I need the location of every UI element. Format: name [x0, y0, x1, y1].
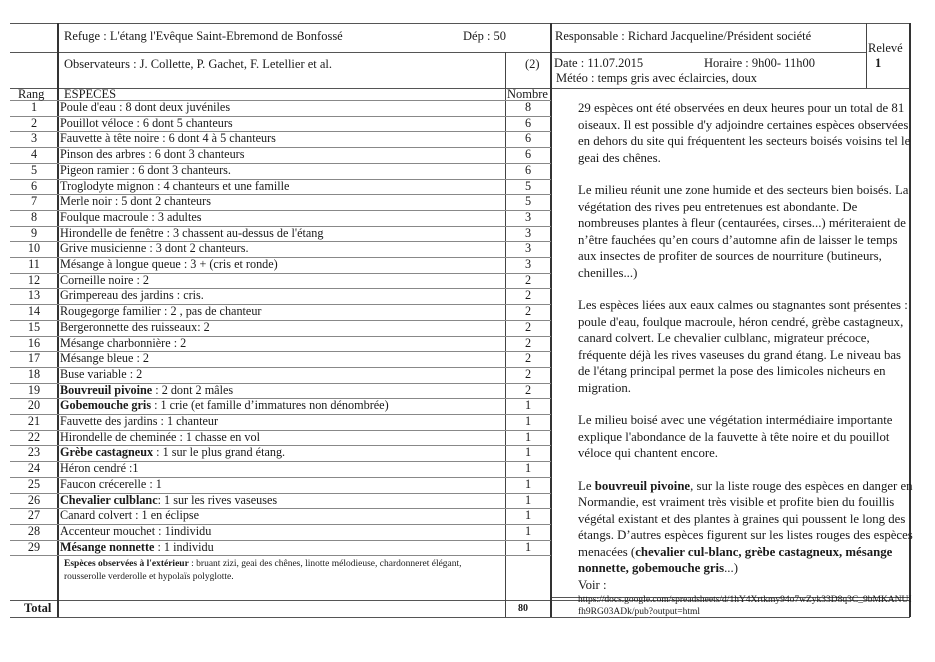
- rang-cell: 13: [27, 288, 41, 303]
- p5-mid: , sur la liste rouge des espèces en danger en Normandie, est vraiment très visible et profite bien du fouillis végétal existant et des plantes à graines qui poussent le long des étangs. D’autres espèces figurent sur les listes rouges des espèces menacées (: [578, 478, 913, 559]
- species-detail: : 2: [197, 319, 210, 334]
- table-row: [10, 493, 551, 509]
- species-detail: : 2: [170, 335, 187, 350]
- rang-cell: 3: [30, 131, 38, 146]
- nombre-cell: 1: [524, 508, 532, 523]
- species-name: Faucon crécerelle: [60, 476, 147, 491]
- species-name: Rougegorge familier: [60, 304, 161, 319]
- commentary-paragraph-2: Le milieu réunit une zone humide et des secteurs bien boisés. La végétation des rives peu entretenues est abondante. De nombreuses plantes à fleur (centaurées, cirses...) mériteraient de n’être fauchées qu’en cours d’automne afin de laisser le temps aux insectes de profiter de sources de nourriture (butineurs, chenilles...): [578, 183, 909, 280]
- table-row: [10, 351, 551, 367]
- table-row: [10, 210, 551, 226]
- species-cell: [60, 304, 504, 320]
- species-cell: [60, 100, 504, 116]
- rang-cell: 2: [30, 115, 38, 130]
- table-row: [10, 430, 551, 446]
- table-row: [10, 147, 551, 163]
- species-detail: : 1 chasse en vol: [176, 429, 261, 444]
- species-detail: : 1 en éclipse: [132, 508, 200, 523]
- rang-cell: 6: [30, 178, 38, 193]
- species-name: Accenteur mouchet: [60, 523, 156, 538]
- species-name: Poule d'eau: [60, 100, 117, 114]
- table-row: [10, 414, 551, 430]
- rang-cell: 11: [28, 257, 40, 271]
- table-row: [10, 304, 551, 320]
- nombre-cell: 1: [524, 461, 532, 476]
- rang-cell: 10: [27, 241, 41, 256]
- table-row: [10, 273, 551, 289]
- table-row: [10, 508, 551, 524]
- nombre-cell: 2: [524, 319, 532, 334]
- species-cell: [60, 320, 504, 336]
- table-row: [10, 163, 551, 179]
- commentary-paragraph-1: 29 espèces ont été observées en deux heures pour un total de 81 oiseaux. Il est possible d'y adjoindre certaines espèces observées en dehors du site qui fréquentent les secteurs boisés voisins tel le geai des chênes.: [578, 101, 911, 165]
- nombre-cell: 6: [524, 147, 532, 162]
- spreadsheet-link[interactable]: https://docs.google.com/spreadsheets/d/1hY4Xrtkmy94o7wZyk33D8q3C_9bMKANUIfh9RG03ADk/pub?output=html: [578, 595, 912, 617]
- table-row: [10, 194, 551, 210]
- species-detail: : 2: [126, 366, 143, 381]
- species-name: Héron cendré: [60, 461, 126, 476]
- species-cell: [60, 147, 504, 163]
- species-name: Chevalier culblanc: [60, 492, 158, 507]
- species-cell: [60, 116, 504, 132]
- rang-cell: 12: [27, 272, 41, 287]
- species-name: Mésange nonnette: [60, 539, 155, 554]
- species-detail: :1: [125, 461, 139, 476]
- rang-cell: 8: [30, 209, 38, 224]
- species-cell: [60, 241, 504, 257]
- rang-cell: 16: [27, 335, 41, 350]
- species-detail: : 8 dont deux juvéniles: [116, 100, 231, 114]
- nombre-cell: 2: [524, 366, 532, 381]
- observateurs-label: Observateurs : J. Collette, P. Gachet, F. Letellier et al.: [64, 57, 333, 71]
- species-detail: : 3 + (cris et ronde): [180, 257, 278, 271]
- species-cell: [60, 540, 504, 556]
- table-row: [10, 398, 551, 414]
- rang-cell: 22: [27, 429, 41, 444]
- species-name: Pigeon ramier: [60, 162, 129, 177]
- table-row: [10, 336, 551, 352]
- species-name: Gobemouche gris: [60, 398, 152, 413]
- nombre-cell: 1: [524, 492, 532, 507]
- rang-cell: 24: [27, 461, 41, 476]
- exterior-species-note: [64, 558, 502, 583]
- commentary-panel: [578, 100, 913, 618]
- nombre-cell: 2: [524, 272, 532, 287]
- species-detail: : cris.: [173, 288, 204, 303]
- species-detail: : 1individu: [155, 523, 212, 538]
- species-cell: [60, 194, 504, 210]
- table-row: [10, 241, 551, 257]
- species-cell: [60, 477, 504, 493]
- rang-cell: 25: [27, 476, 41, 491]
- rang-cell: 28: [27, 523, 41, 538]
- species-cell: [60, 257, 504, 273]
- species-detail: : 2 dont 2 mâles: [152, 382, 234, 397]
- exterior-species-label: Espèces observées à l'extérieur: [64, 559, 189, 569]
- nombre-cell: 2: [524, 335, 532, 350]
- total-value: 80: [518, 603, 528, 614]
- table-row: [10, 131, 551, 147]
- species-detail: : 5 dont 2 chanteurs: [111, 194, 211, 209]
- table-row: [10, 288, 551, 304]
- nombre-cell: 5: [524, 194, 532, 209]
- species-name: Grive musicienne: [60, 241, 147, 256]
- rang-cell: 23: [27, 445, 41, 460]
- species-cell: [60, 398, 504, 414]
- species-detail: : 6 dont 3 chanteurs.: [128, 162, 231, 177]
- species-cell: [60, 524, 504, 540]
- species-cell: [60, 288, 504, 304]
- nombre-cell: 1: [524, 445, 532, 460]
- rang-cell: 29: [27, 539, 41, 554]
- releve-number: 1: [875, 56, 882, 70]
- species-detail: : 2: [133, 351, 150, 366]
- species-cell: [60, 461, 504, 477]
- species-cell: [60, 210, 504, 226]
- species-cell: [60, 163, 504, 179]
- species-cell: [60, 336, 504, 352]
- species-detail: : 3 dont 2 chanteurs.: [146, 241, 249, 256]
- table-row: [10, 383, 551, 399]
- species-name: Merle noir: [60, 194, 112, 209]
- rang-cell: 15: [27, 319, 41, 334]
- species-name: Buse variable: [60, 366, 127, 381]
- species-name: Pinson des arbres: [60, 147, 146, 162]
- table-row: [10, 179, 551, 195]
- table-row: [10, 257, 551, 273]
- commentary-paragraph-5: [578, 478, 913, 577]
- rang-cell: 17: [27, 351, 41, 366]
- departement-label: Dép : 50: [463, 29, 507, 43]
- nombre-cell: 2: [524, 351, 532, 366]
- p5-red-list-species: chevalier cul-blanc, grèbe castagneux, mésange nonnette, gobemouche gris: [578, 544, 893, 575]
- species-cell: [60, 445, 504, 461]
- nombre-cell: 6: [524, 115, 532, 130]
- species-detail: : 2: [133, 272, 150, 287]
- nombre-cell: 1: [524, 523, 532, 538]
- species-name: Grimpereau des jardins: [60, 288, 174, 303]
- table-row: [10, 116, 551, 132]
- column-header-rang: Rang: [18, 87, 45, 101]
- rang-cell: 26: [27, 492, 41, 507]
- species-cell: [60, 508, 504, 524]
- nombre-cell: 3: [524, 209, 532, 224]
- p5-suffix: ...): [724, 561, 738, 575]
- species-name: Fauvette à tête noire: [60, 131, 160, 146]
- species-detail: : 3 chassent au-dessus de l'étang: [163, 225, 324, 240]
- species-detail: : 6 dont 4 à 5 chanteurs: [159, 131, 276, 146]
- table-row: [10, 524, 551, 540]
- meteo-label: Météo : temps gris avec éclaircies, doux: [556, 71, 757, 85]
- p5-bouvreuil: bouvreuil pivoine: [594, 478, 691, 493]
- table-row: [10, 477, 551, 493]
- species-detail: : 6 dont 5 chanteurs: [133, 115, 233, 130]
- rang-cell: 20: [27, 398, 41, 413]
- column-header-nombre: Nombre: [507, 87, 548, 101]
- table-row: [10, 226, 551, 242]
- species-name: Hirondelle de fenêtre: [60, 225, 164, 240]
- nombre-cell: 3: [524, 257, 532, 271]
- page-marker: (2): [525, 57, 540, 71]
- species-detail: : 2 , pas de chanteur: [160, 304, 262, 319]
- species-name: Corneille noire: [60, 272, 134, 287]
- nombre-cell: 1: [524, 476, 532, 491]
- rang-cell: 7: [30, 194, 38, 209]
- species-name: Troglodyte mignon: [60, 178, 155, 193]
- species-cell: [60, 226, 504, 242]
- responsable-label: Responsable : Richard Jacqueline/Président société: [555, 29, 812, 43]
- species-cell: [60, 383, 504, 399]
- species-cell: [60, 351, 504, 367]
- species-detail: : 6 dont 3 chanteurs: [145, 147, 245, 162]
- table-row: [10, 320, 551, 336]
- commentary-paragraph-4: Le milieu boisé avec une végétation intermédiaire importante explique l'abondance de la fauvette à tête noire et du pouillot véloce qui chantent encore.: [578, 413, 893, 460]
- nombre-cell: 1: [524, 414, 532, 428]
- species-name: Bergeronnette des ruisseaux: [60, 319, 198, 334]
- commentary-paragraph-3: Les espèces liées aux eaux calmes ou stagnantes sont présentes : poule d'eau, foulque macroule, héron cendré, grèbe castagneux, canard colvert. Le chevalier culblanc, migrateur précoce, fréquente déjà les rives vaseuses du grand étang. Le niveau bas de l'étang principal permet la pose des limicoles nicheurs en migration.: [578, 298, 908, 395]
- species-cell: [60, 430, 504, 446]
- species-detail: : 3 adultes: [148, 209, 202, 224]
- table-row: [10, 445, 551, 461]
- species-detail: : 1 individu: [154, 539, 214, 554]
- rang-cell: 27: [27, 508, 41, 523]
- species-name: Mésange charbonnière: [60, 335, 171, 350]
- nombre-cell: 5: [524, 178, 532, 193]
- species-name: Grèbe castagneux: [60, 445, 154, 460]
- nombre-cell: 2: [524, 288, 532, 303]
- species-cell: [60, 414, 504, 430]
- species-name: Canard colvert: [60, 508, 133, 523]
- table-row: [10, 461, 551, 477]
- rang-cell: 5: [30, 162, 38, 177]
- species-detail: : 4 chanteurs et une famille: [154, 178, 290, 193]
- species-name: Bouvreuil pivoine: [60, 382, 153, 397]
- column-header-especes: ESPECES: [64, 87, 117, 101]
- table-row: [10, 367, 551, 383]
- species-cell: [60, 367, 504, 383]
- voir-label: Voir :: [578, 577, 607, 592]
- species-detail: : 1: [146, 476, 162, 491]
- nombre-cell: 2: [524, 304, 532, 319]
- nombre-cell: 1: [524, 429, 532, 444]
- rang-cell: 14: [27, 304, 41, 319]
- species-name: Pouillot véloce: [60, 115, 134, 130]
- table-row: [10, 100, 551, 116]
- horaire-label: Horaire : 9h00- 11h00: [704, 56, 815, 70]
- table-row: [10, 540, 551, 556]
- refuge-label: Refuge : L'étang l'Evêque Saint-Ebremond de Bonfossé: [64, 29, 343, 43]
- species-cell: [60, 179, 504, 195]
- nombre-cell: 1: [524, 398, 532, 413]
- rang-cell: 18: [27, 366, 41, 381]
- species-name: Hirondelle de cheminée: [60, 429, 177, 444]
- nombre-cell: 3: [524, 241, 532, 256]
- releve-label: Relevé: [868, 41, 903, 55]
- species-name: Mésange bleue: [60, 351, 134, 366]
- nombre-cell: 6: [524, 162, 532, 177]
- nombre-cell: 6: [524, 131, 532, 146]
- rang-cell: 9: [30, 225, 38, 240]
- nombre-cell: 1: [524, 539, 532, 554]
- species-cell: [60, 493, 504, 509]
- nombre-cell: 8: [524, 100, 532, 114]
- species-cell: [60, 131, 504, 147]
- total-label: Total: [24, 601, 52, 615]
- species-name: Fauvette des jardins: [60, 414, 158, 428]
- species-cell: [60, 273, 504, 289]
- species-detail: : 1 sur les rives vaseuses: [157, 492, 278, 507]
- species-detail: : 1 chanteur: [157, 414, 219, 428]
- p5-prefix: Le: [578, 478, 595, 493]
- rang-cell: 19: [27, 382, 41, 397]
- nombre-cell: 3: [524, 225, 532, 240]
- rang-cell: 4: [30, 147, 38, 162]
- date-label: Date : 11.07.2015: [554, 56, 644, 70]
- exterior-species-text: : bruant zizi, geai des chênes, linotte mélodieuse, chardonneret élégant, rousserolle verderolle et hypolaïs polyglotte.: [64, 559, 462, 582]
- species-detail: : 1 crie (et famille d’immatures non dénombrée): [151, 398, 389, 413]
- species-name: Mésange à longue queue: [60, 257, 181, 271]
- rang-cell: 1: [30, 100, 38, 114]
- species-name: Foulque macroule: [60, 209, 149, 224]
- rang-cell: 21: [27, 414, 41, 428]
- nombre-cell: 2: [524, 382, 532, 397]
- species-detail: : 1 sur le plus grand étang.: [153, 445, 286, 460]
